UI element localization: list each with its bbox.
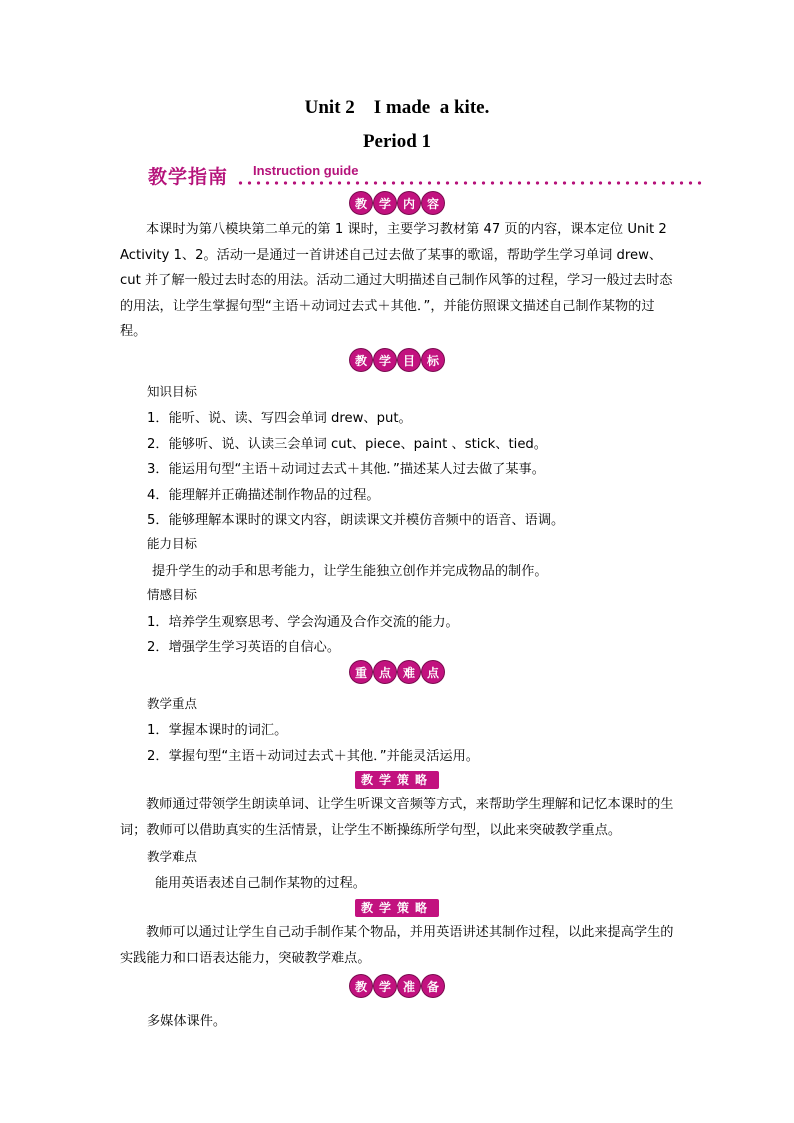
badge-char: 重 (350, 661, 372, 683)
guide-chinese-label: 教学指南 (148, 166, 229, 188)
preparation-text: 多媒体课件。 (147, 1014, 227, 1029)
emotion-item: 2．增强学生学习英语的自信心。 (147, 640, 341, 655)
period-title: Period 1 (362, 131, 432, 152)
strategy-label: 教学策略 (355, 899, 439, 917)
section-badge-preparation (0, 975, 794, 997)
badge-char: 准 (398, 975, 420, 997)
knowledge-item: 1．能听、说、读、写四会单词 drew、put。 (147, 411, 412, 426)
strategy-badge-1 (0, 771, 794, 789)
badge-char: 教 (350, 975, 372, 997)
difficult-points-text: 能用英语表述自己制作某物的过程。 (155, 876, 366, 891)
badge-char: 点 (374, 661, 396, 683)
key-point-item: 1．掌握本课时的词汇。 (147, 723, 288, 738)
ability-goals-text: 提升学生的动手和思考能力，让学生能独立创作并完成物品的制作。 (152, 564, 548, 579)
badge-char: 容 (422, 192, 444, 214)
badge-char: 教 (350, 192, 372, 214)
strategy-badge-2 (0, 899, 794, 917)
content-paragraph: 本课时为第八模块第二单元的第 1 课时，主要学习教材第 47 页的内容，课本定位 Unit 2 Activity 1、2。活动一是通过一首讲述自己过去做了某事的歌谣，帮助学生学习单词 drew、cut 并了解一般过去时态的用法。活动二通过大明描述自己制作风筝的过程，学习一般过去时态的用法，让学生掌握句型“主语＋动词过去式＋其他．”，并能仿照课文描述自己制作某物的过程。 (120, 222, 673, 339)
emotion-goals-label: 情感目标 (147, 587, 198, 602)
knowledge-item: 3．能运用句型“主语＋动词过去式＋其他．”描述某人过去做了某事。 (147, 462, 545, 477)
ability-goals-label: 能力目标 (147, 536, 198, 551)
knowledge-goals-label: 知识目标 (147, 384, 198, 399)
key-point-item: 2．掌握句型“主语＋动词过去式＋其他．”并能灵活运用。 (147, 749, 479, 764)
section-badge-key-points (0, 661, 794, 683)
guide-english-label: Instruction guide (253, 163, 359, 178)
knowledge-item: 5．能够理解本课时的课文内容，朗读课文并模仿音频中的语音、语调。 (147, 513, 565, 528)
badge-char: 内 (398, 192, 420, 214)
strategy-paragraph-2: 教师可以通过让学生自己动手制作某个物品，并用英语讲述其制作过程，以此来提高学生的实践能力和口语表达能力，突破教学难点。 (120, 925, 674, 966)
badge-char: 目 (398, 349, 420, 371)
key-points-label: 教学重点 (147, 696, 198, 711)
section-badge-content (0, 192, 794, 214)
strategy-paragraph-1: 教师通过带领学生朗读单词、让学生听课文音频等方式，来帮助学生理解和记忆本课时的生词；教师可以借助真实的生活情景，让学生不断操练所学句型，以此来突破教学重点。 (120, 797, 674, 838)
knowledge-item: 2．能够听、说、认读三会单词 cut、piece、paint 、stick、tied。 (147, 437, 547, 452)
emotion-item: 1．培养学生观察思考、学会沟通及合作交流的能力。 (147, 615, 459, 630)
badge-char: 标 (422, 349, 444, 371)
instruction-guide-header (148, 160, 708, 190)
strategy-label: 教学策略 (355, 771, 439, 789)
dotted-divider (236, 181, 706, 185)
badge-char: 学 (374, 975, 396, 997)
knowledge-item: 4．能理解并正确描述制作物品的过程。 (147, 488, 380, 503)
badge-char: 备 (422, 975, 444, 997)
badge-char: 难 (398, 661, 420, 683)
badge-char: 学 (374, 349, 396, 371)
badge-char: 学 (374, 192, 396, 214)
section-badge-goals (0, 349, 794, 371)
difficult-points-label: 教学难点 (147, 849, 198, 864)
badge-char: 点 (422, 661, 444, 683)
badge-char: 教 (350, 349, 372, 371)
document-title: Unit 2 I made a kite. (304, 97, 490, 118)
